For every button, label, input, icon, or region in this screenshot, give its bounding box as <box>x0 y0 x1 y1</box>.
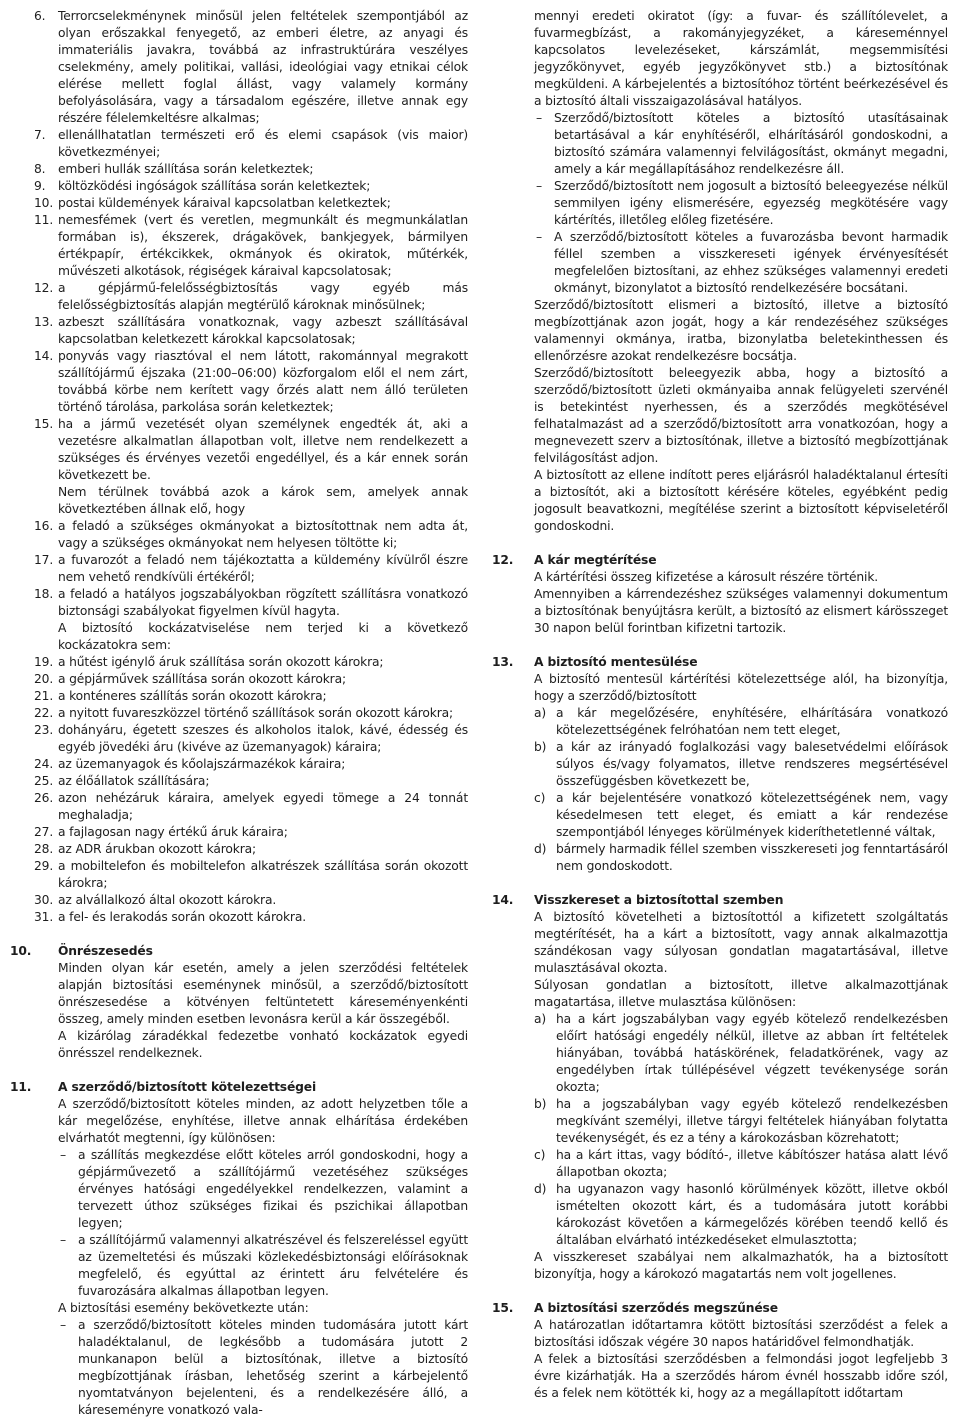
section-title: Visszkereset a biztosítottal szemben <box>534 893 784 907</box>
list-item <box>34 8 468 127</box>
list-item <box>34 773 468 790</box>
list-item-text: az élőállatok szállítására; <box>58 774 210 788</box>
alpha-item-text: ha ugyanazon vagy hasonló körülmények között, illetve okból ismételten okozott kárt, és a tudomására jutott korábbi károkozást követően a kármegelőzés körében teendő kellő és általában elvárható intézkedéseket elmulasztotta; <box>556 1182 948 1247</box>
list-item-text: postai küldemények káraival kapcsolatban keletkeztek; <box>58 196 391 210</box>
list-item <box>34 909 468 926</box>
list-item-text: a fuvarozót a feladó nem tájékoztatta a küldemény kívülről észre nem vehető rendkívüli értékéről; <box>58 553 468 584</box>
dash-item <box>60 1232 468 1300</box>
list-item <box>34 586 468 620</box>
exclusion-list-a <box>10 8 468 484</box>
list-item-number: 12. <box>34 281 54 295</box>
list-item-number: 17. <box>34 553 54 567</box>
list-item-text: a nyitott fuvareszközzel történő szállítások során okozott károkra; <box>58 706 453 720</box>
list-item <box>34 552 468 586</box>
dash-bullet: – <box>60 1318 66 1332</box>
alpha-item-letter: a) <box>534 706 547 720</box>
section-number: 13. <box>492 655 514 669</box>
list-item-text: költözködési ingóságok szállítása során keletkeztek; <box>58 179 371 193</box>
section-paragraph: A kizárólag záradékkal fedezetbe vonható kockázatok egyedi önrésszel rendelkeznek. <box>58 1029 468 1060</box>
continued-paragraph: mennyi eredeti okiratot (így: a fuvar- és szállítólevelet, a fuvarmegbízást, a rakományjegyzéket, a káreseménnyel kapcsolatos levelezéseket, kárszámlát, megsemmisítési jegyzőkönyvet, egyéb jegyzőkönyvet stb.) a biztosítónak megküldeni. A kárbejelentés a biztosítóhoz történt beérkezésével és a biztosító általi visszaigazolásával hatályos. <box>534 9 948 108</box>
list-item-text: a feladó a hatályos jogszabályokban rögzített szállításra vonatkozó biztonsági szabályokat figyelmen kívül hagyta. <box>58 587 468 618</box>
section-15 <box>492 1300 948 1402</box>
section-10 <box>10 943 468 1062</box>
negligence-list <box>492 1011 948 1249</box>
list-item-text: a gépjárművek szállítása során okozott károkra; <box>58 672 346 686</box>
list-item-number: 29. <box>34 859 54 873</box>
alpha-item <box>534 1147 948 1181</box>
paragraph-consent: Szerződő/biztosított beleegyezik abba, hogy a biztosító a szerződő/biztosított üzleti okmányaiba annak felügyeleti szervénél is betekintést nyerhessen, és a szerződés megkötésével felhatalmazást ad a szerződő/biztosított arra vonatkozóan, hogy a megnevezett szerv a biztosítónak, illetve a biztosító megbízottjának felvilágosítást adjon. <box>534 366 948 465</box>
section-number: 15. <box>492 1301 514 1315</box>
list-item-number: 26. <box>34 791 54 805</box>
list-item-number: 8. <box>34 162 46 176</box>
section-heading <box>492 654 948 671</box>
section-13 <box>492 654 948 875</box>
list-item <box>34 688 468 705</box>
list-item-text: a feladó a szükséges okmányokat a biztosítottnak nem adta át, vagy a szükséges okmányokat nem helyesen töltötte ki; <box>58 519 468 550</box>
dash-item-text: a szerződő/biztosított köteles minden tudomására jutott kárt haladéktalanul, de legkésőbb a tudomására jutott 2 munkanapon belül a biztosítónak, illetve a biztosító megbízottjának írásban, lehetőség szerint a kárbejelentő nyomtatványon bejelenteni, és a rendelkezésére álló, a káreseményre vonatkozó vala- <box>78 1318 468 1417</box>
alpha-item-text: ha a kárt ittas, vagy bódító-, illetve kábítószer hatása alatt lévő állapotban okozta; <box>556 1148 948 1179</box>
list-item-text: a konténeres szállítás során okozott károkra; <box>58 689 327 703</box>
section-number: 11. <box>10 1080 32 1094</box>
section-heading <box>492 552 948 569</box>
list-item-number: 7. <box>34 128 46 142</box>
exclusion-list-c <box>10 654 468 926</box>
alpha-item <box>534 705 948 739</box>
right-column <box>492 8 948 1402</box>
list-item-number: 13. <box>34 315 54 329</box>
section-paragraph: A biztosítási esemény bekövetkezte után: <box>58 1301 309 1315</box>
list-item-number: 22. <box>34 706 54 720</box>
dash-item <box>536 229 948 297</box>
dash-item-text: Szerződő/biztosított köteles a biztosító utasításainak betartásával a kár enyhítéséről, elhárításáról gondoskodni, a biztosító számára valamennyi felvilágosítást, okmányt megadni, amely a kár megállapításához rendelkezésre áll. <box>554 111 948 176</box>
list-item-number: 18. <box>34 587 54 601</box>
section-paragraph: A szerződő/biztosított köteles minden, az adott helyzetben tőle a kár megelőzése, enyhítése, illetve annak elhárítása érdekében elvárhatót megtenni, így különösen: <box>58 1097 468 1145</box>
alpha-item-text: a kár bejelentésére vonatkozó kötelezettségének nem, vagy késedelmesen tett eleget, és emiatt a kár rendezése szempontjából lényeges körülmények kideríthetetlenné váltak, <box>556 791 948 839</box>
alpha-item <box>534 790 948 841</box>
list-item <box>34 722 468 756</box>
obligation-list-after-event <box>10 1317 468 1419</box>
list-item <box>34 416 468 484</box>
list-item <box>34 705 468 722</box>
list-item-number: 24. <box>34 757 54 771</box>
list-item-text: az üzemanyagok és kőolajszármazékok káraira; <box>58 757 346 771</box>
list-item-number: 31. <box>34 910 54 924</box>
alpha-item-text: ha a kárt jogszabályban vagy egyéb kötelező rendelkezésben előírt hatósági engedély nélkül, illetve az abban írt feltételek hiányában, továbbá hatáskörének, feladatkörének, vagy az engedélyben írtak túllépésével végzett tevékenysége során okozta; <box>556 1012 948 1094</box>
alpha-item-letter: b) <box>534 1097 547 1111</box>
list-item-number: 20. <box>34 672 54 686</box>
alpha-item-text: a kár az irányadó foglalkozási vagy balesetvédelmi előírások súlyos és/vagy folyamatos, illetve rendszeres megsértésével összefüggésben következett be, <box>556 740 948 788</box>
list-item <box>34 858 468 892</box>
list-item <box>34 195 468 212</box>
section-paragraph: A kártérítési összeg kifizetése a károsult részére történik. <box>534 570 879 584</box>
list-item-number: 10. <box>34 196 54 210</box>
paragraph-litigation: A biztosított az ellene indított peres eljárásról haladéktalanul értesíti a biztosítót, aki a biztosított kérésére köteles, egyébként pedig jogosult beavatkozni, megítélése szerint a biztosított képviseletéről gondoskodni. <box>534 468 948 533</box>
list-item-number: 27. <box>34 825 54 839</box>
list-item <box>34 127 468 161</box>
section-heading <box>492 1300 948 1317</box>
section-title: A biztosító mentesülése <box>534 655 698 669</box>
dash-item <box>60 1317 468 1419</box>
dash-item-text: Szerződő/biztosított nem jogosult a biztosító beleegyezése nélkül semmilyen igény elismerésére, egyezség megkötésére vagy kártérítés, illetőleg előleg fizetésére. <box>554 179 948 227</box>
list-item-number: 21. <box>34 689 54 703</box>
list-item-text: a fel- és lerakodás során okozott károkra. <box>58 910 306 924</box>
list-item <box>34 824 468 841</box>
list-item-number: 16. <box>34 519 54 533</box>
section-paragraph: A felek a biztosítási szerződésben a felmondási jogot legfeljebb 3 évre kizárhatják. Ha a szerződés három évnél hosszabb időre szól, és a felek nem kötötték ki, hogy az a megállapított időtartam <box>534 1352 948 1400</box>
alpha-item-text: ha a jogszabályban vagy egyéb kötelező rendelkezésben megkívánt személyi, illetve tárgyi feltételek hiányában folytatta tevékenységét, és ez a tény a károkozásban közrehatott; <box>556 1097 948 1145</box>
list-item-text: emberi hullák szállítása során keletkeztek; <box>58 162 314 176</box>
list-item <box>34 178 468 195</box>
list-item-text: dohányáru, égetett szeszes és alkoholos italok, kávé, édesség és egyéb jövedéki áru (kivéve az üzemanyagok) káraira; <box>58 723 468 754</box>
list-item <box>34 790 468 824</box>
list-item-number: 14. <box>34 349 54 363</box>
alpha-item <box>534 1011 948 1096</box>
list-item-number: 30. <box>34 893 54 907</box>
list-item-text: ha a jármű vezetését olyan személynek engedték át, aki a vezetésre alkalmatlan állapotban volt, illetve nem rendelkezett a szükséges és érvényes vezetői engedéllyel, és a kár ennek során következett be. <box>58 417 468 482</box>
section-paragraph: A határozatlan időtartamra kötött biztosítási szerződést a felek a biztosítási időszak végére 30 napos határidővel felmondhatják. <box>534 1318 948 1349</box>
left-column <box>10 8 468 1419</box>
obligation-list-continued <box>492 110 948 297</box>
list-item-text: a hűtést igénylő áruk szállítása során okozott károkra; <box>58 655 384 669</box>
alpha-item <box>534 739 948 790</box>
alpha-item-letter: a) <box>534 1012 547 1026</box>
alpha-item-letter: b) <box>534 740 547 754</box>
section-title: A kár megtérítése <box>534 553 657 567</box>
paragraph-inspection: Szerződő/biztosított elismeri a biztosító, illetve a biztosító megbízottjának azon jogát, hogy a kár rendezéséhez szükséges valamennyi okmánya, iratba, bizonylatba beletekinthessen és ellenőrzésre azokat rendelkezésre bocsátja. <box>534 298 948 363</box>
alpha-item-text: bármely harmadik féllel szemben visszkereseti jog fenntartásáról nem gondoskodott. <box>556 842 949 873</box>
alpha-item-letter: c) <box>534 791 546 805</box>
list-item-text: a gépjármű-felelősségbiztosítás vagy egyéb más felelősségbiztosítás alapján megtérülő károknak minősülnek; <box>58 281 468 312</box>
list-item-text: nemesfémek (vert és veretlen, megmunkált és megmunkálatlan formában is), ékszerek, drágakövek, bankjegyek, bármilyen értékpapír, értékcikkek, okmányok és okiratok, műtérkék, művészeti alkotások, régiségek káraival kapcsolatosak; <box>58 213 468 278</box>
list-item-number: 23. <box>34 723 54 737</box>
list-item-number: 15. <box>34 417 54 431</box>
dash-item <box>536 110 948 178</box>
list-item <box>34 841 468 858</box>
alpha-item-text: a kár megelőzésére, enyhítésére, elhárítására vonatkozó kötelezettségének felróhatóan nem tett eleget, <box>556 706 948 737</box>
section-heading <box>10 1079 468 1096</box>
paragraph-not-covered: Nem térülnek továbbá azok a károk sem, amelyek annak következtében állnak elő, hogy <box>58 485 468 516</box>
list-item <box>34 161 468 178</box>
section-number: 10. <box>10 944 32 958</box>
list-item-text: ponyvás vagy riasztóval el nem látott, rakománnyal megrakott szállítójármű éjszaka (21:00–06:00) közforgalom elől el nem zárt, továbbá körbe nem kerített vagy őrzés alatt nem álló területen történő tárolása, parkolása során keletkeztek; <box>58 349 468 414</box>
dash-item-text: A szerződő/biztosított köteles a fuvarozásba bevont harmadik féllel szemben a visszkereseti igények érvényesítését megfelelően biztosítani, az ehhez szükséges valamennyi eredeti okmányt, bizonylatot a biztosító rendelkezésére bocsátani. <box>554 230 948 295</box>
alpha-item <box>534 1181 948 1249</box>
dash-item-text: a szállítás megkezdése előtt köteles arról gondoskodni, hogy a gépjárművezető a szállítójármű vezetéséhez szükséges érvényes hatósági engedélyekkel rendelkezzen, valamint a tervezett úthoz szükséges fizikai és pszichikai állapotban legyen; <box>78 1148 468 1230</box>
section-paragraph: A biztosító mentesül kártérítési kötelezettsége alól, ha bizonyítja, hogy a szerződő/biztosított <box>534 672 948 703</box>
section-paragraph: A visszkereset szabályai nem alkalmazhatók, ha a biztosított bizonyítja, hogy a károkozó magatartás nem volt jogellenes. <box>534 1250 948 1281</box>
list-item <box>34 892 468 909</box>
exemption-list <box>492 705 948 875</box>
dash-bullet: – <box>60 1148 66 1162</box>
list-item-number: 28. <box>34 842 54 856</box>
dash-bullet: – <box>60 1233 66 1247</box>
alpha-item <box>534 1096 948 1147</box>
section-number: 12. <box>492 553 514 567</box>
dash-item-text: a szállítójármű valamennyi alkatrészével és felszereléssel együtt az üzemeltetési és műszaki közlekedésbiztonsági előírásoknak megfelelő, és egyúttal az érintett áru felvételére és fuvarozására alkalmas állapotban legyen. <box>78 1233 468 1298</box>
list-item <box>34 348 468 416</box>
list-item-number: 6. <box>34 9 46 23</box>
section-paragraph: Súlyosan gondatlan a biztosított, illetve alkalmazottjának magatartása, illetve mulasztása különösen: <box>534 978 948 1009</box>
alpha-item <box>534 841 949 875</box>
section-paragraph: A biztosító követelheti a biztosítottól a kifizetett szolgáltatás megtérítését, ha a kárt a biztosított, vagy annak alkalmazottja szándékosan vagy súlyosan gondatlan magatartásával, illetve mulasztásával okozta. <box>534 910 948 975</box>
list-item <box>34 671 468 688</box>
section-paragraph: Minden olyan kár esetén, amely a jelen szerződési feltételek alapján biztosítási eseménynek minősül, a szerződő/biztosított önrészesedése a kötvényen feltüntetett káreseményenkénti összeg, amely minden esetben levonásra kerül a kár összegéből. <box>58 961 468 1026</box>
list-item <box>34 756 468 773</box>
alpha-item-letter: c) <box>534 1148 546 1162</box>
list-item-number: 19. <box>34 655 54 669</box>
list-item-text: az alvállalkozó által okozott károkra. <box>58 893 277 907</box>
list-item-text: ellenállhatatlan természeti erő és elemi csapások (vis maior) következményei; <box>58 128 468 159</box>
dash-bullet: – <box>536 179 542 193</box>
obligation-list <box>10 1147 468 1300</box>
list-item-number: 11. <box>34 213 54 227</box>
alpha-item-letter: d) <box>534 1182 547 1196</box>
section-14 <box>492 892 948 1283</box>
section-11 <box>10 1079 468 1419</box>
list-item-number: 25. <box>34 774 54 788</box>
section-heading <box>492 892 948 909</box>
alpha-item-letter: d) <box>534 842 547 856</box>
section-title: A biztosítási szerződés megszűnése <box>534 1301 778 1315</box>
list-item <box>34 518 468 552</box>
list-item <box>34 212 468 280</box>
paragraph-risk-not-covered: A biztosító kockázatviselése nem terjed ki a következő kockázatokra sem: <box>58 621 468 652</box>
dash-bullet: – <box>536 230 542 244</box>
section-title: Önrészesedés <box>58 944 153 958</box>
list-item <box>34 314 468 348</box>
list-item-text: a mobiltelefon és mobiltelefon alkatrészek szállítása során okozott károkra; <box>58 859 468 890</box>
section-paragraph: Amennyiben a kárrendezéshez szükséges valamennyi dokumentum a biztosítónak benyújtásra került, a biztosító az elismert kárösszeget 30 napon belül forintban kifizetni tartozik. <box>534 587 948 635</box>
dash-bullet: – <box>536 111 542 125</box>
list-item-text: azbeszt szállítására vonatkoznak, vagy azbeszt szállításával kapcsolatban keletkezett károkkal kapcsolatosak; <box>58 315 468 346</box>
section-heading <box>10 943 468 960</box>
list-item-number: 9. <box>34 179 46 193</box>
section-number: 14. <box>492 893 514 907</box>
list-item-text: az ADR árukban okozott károkra; <box>58 842 256 856</box>
dash-item <box>60 1147 468 1232</box>
list-item <box>34 280 468 314</box>
dash-item <box>536 178 948 229</box>
section-12 <box>492 552 948 637</box>
list-item-text: Terrorcselekménynek minősül jelen feltételek szempontjából az olyan erőszakkal fenyegető, az emberi életre, az anyagi és immateriális javakra, továbbá az infrastruktúrára veszélyes cselekmény, amely politikai, vallási, ideológiai vagy etnikai célok elérése mellett foglal állást, vagy valamely kormány befolyásolására, vagy a társadalom egészére, illetve annak egy részére félelemkeltésre alkalmas; <box>58 9 468 125</box>
section-title: A szerződő/biztosított kötelezettségei <box>58 1080 317 1094</box>
exclusion-list-b <box>10 518 468 620</box>
list-item-text: a fajlagosan nagy értékű áruk káraira; <box>58 825 288 839</box>
list-item-text: azon nehézáruk káraira, amelyek egyedi tömege a 24 tonnát meghaladja; <box>58 791 468 822</box>
list-item <box>34 654 468 671</box>
